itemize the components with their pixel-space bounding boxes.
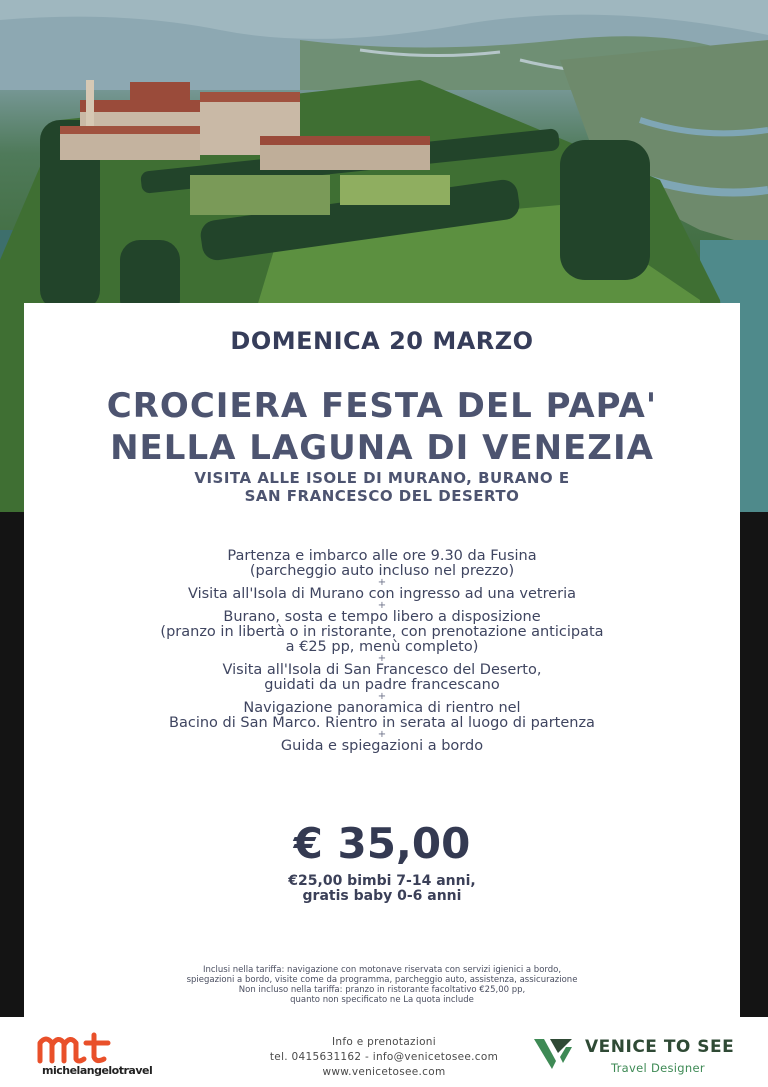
fine-print-line: quanto non specificato ne La quota include	[290, 995, 474, 1005]
contact-line[interactable]: tel. 0415631162 - info@venicetosee.com	[269, 1051, 499, 1063]
itinerary-line: Burano, sosta e tempo libero a disposizione	[223, 609, 541, 625]
itinerary-line: Partenza e imbarco alle ore 9.30 da Fusina	[227, 548, 537, 564]
fine-print-line: Non incluso nella tariffa: pranzo in ristorante facoltativo €25,00 pp,	[238, 985, 526, 995]
itinerary-line: guidati da un padre francescano	[264, 677, 500, 693]
itinerary-line: Bacino di San Marco. Rientro in serata al luogo di partenza	[169, 715, 595, 731]
michelangelo-travel-wordmark: michelangelotravel	[42, 1064, 153, 1077]
event-title	[24, 385, 740, 469]
info-label: Info e prenotazioni	[332, 1036, 436, 1048]
event-title-line-1: CROCIERA FESTA DEL PAPA'	[106, 386, 658, 426]
itinerary-line: Visita all'Isola di Murano con ingresso ad una vetreria	[187, 586, 577, 602]
event-subtitle-line-1: VISITA ALLE ISOLE DI MURANO, BURANO E	[194, 469, 570, 487]
itinerary-separator: +	[377, 600, 387, 611]
event-subtitle-line-2: SAN FRANCESCO DEL DESERTO	[244, 487, 520, 505]
venice-to-see-name: VENICE TO SEE	[585, 1037, 735, 1057]
itinerary	[24, 549, 740, 754]
itinerary-line: Visita all'Isola di San Francesco del Deserto,	[222, 662, 542, 678]
fine-print	[24, 965, 740, 1005]
itinerary-line: (pranzo in libertà o in ristorante, con prenotazione anticipata	[160, 624, 604, 640]
price: € 35,00	[293, 819, 471, 868]
fine-print-line: spiegazioni a bordo, visite come da programma, parcheggio auto, assistenza, assicurazione	[186, 975, 578, 985]
event-title-line-2: NELLA LAGUNA DI VENEZIA	[110, 428, 654, 468]
itinerary-line: Guida e spiegazioni a bordo	[280, 738, 484, 754]
event-date: DOMENICA 20 MARZO	[230, 327, 534, 355]
reduced-price-baby: gratis baby 0-6 anni	[302, 888, 462, 904]
reduced-prices	[24, 874, 740, 904]
itinerary-line: Navigazione panoramica di rientro nel	[243, 700, 521, 716]
event-subtitle	[24, 469, 740, 505]
reduced-price-children: €25,00 bimbi 7-14 anni,	[288, 873, 476, 889]
itinerary-line: (parcheggio auto incluso nel prezzo)	[249, 563, 515, 579]
venice-to-see-tagline: Travel Designer	[611, 1061, 705, 1075]
itinerary-separator: +	[377, 653, 387, 664]
venice-to-see-logo-icon	[532, 1035, 574, 1073]
event-card	[24, 303, 740, 1017]
footer	[0, 1017, 768, 1087]
itinerary-separator: +	[377, 691, 387, 702]
itinerary-line: a €25 pp, menù completo)	[285, 639, 479, 655]
itinerary-separator: +	[377, 729, 387, 740]
itinerary-separator: +	[377, 577, 387, 588]
website-link[interactable]: www.venicetosee.com	[322, 1066, 446, 1078]
fine-print-line: Inclusi nella tariffa: navigazione con motonave riservata con servizi igienici a bordo,	[202, 965, 562, 975]
